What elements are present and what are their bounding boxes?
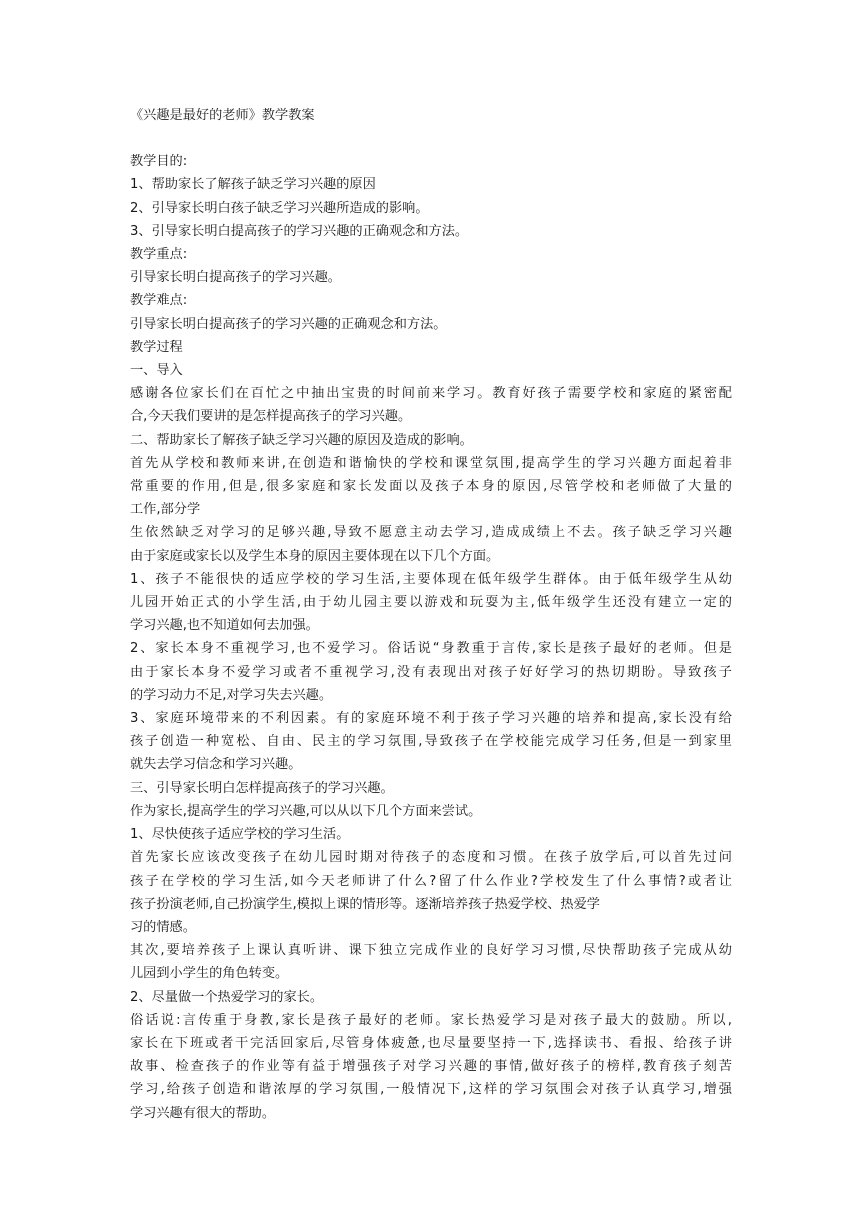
text-line: 教学过程: [130, 339, 183, 355]
text-line: 工作,部分学: [130, 502, 201, 518]
document-body: [130, 150, 732, 1125]
text-line: 2、引导家长明白孩子缺乏学习兴趣所造成的影响。: [130, 200, 429, 216]
text-line: 由于家庭或家长以及学生本身的原因主要体现在以下几个方面。: [130, 548, 500, 564]
text-line: 一、导入: [130, 363, 183, 379]
text-line: 学习兴趣,也不知道如何去加强。: [130, 618, 319, 634]
text-line: 习的情感。: [130, 919, 196, 935]
text-line: 2、家长本身不重视学习,也不爱学习。俗话说“身教重于言传,家长是孩子最好的老师。但是: [130, 641, 732, 657]
text-line: 孩子创造一种宽松、自由、民主的学习氛围,导致孩子在学校能完成学习任务,但是一到家里: [130, 734, 732, 750]
text-line: 的学习动力不足,对学习失去兴趣。: [130, 687, 333, 703]
text-line: 三、引导家长明白怎样提高孩子的学习兴趣。: [130, 780, 394, 796]
text-line: 1、尽快使孩子适应学校的学习生活。: [130, 827, 350, 843]
text-line: 儿园到小学生的角色转变。: [130, 966, 289, 982]
text-line: 学习兴趣有很大的帮助。: [130, 1105, 276, 1121]
text-line: 首先家长应该改变孩子在幼儿园时期对待孩子的态度和习惯。在孩子放学后,可以首先过问: [130, 850, 732, 866]
text-line: 常重要的作用,但是,很多家庭和家长发面以及孩子本身的原因,尽管学校和老师做了大量的: [130, 479, 732, 495]
text-line: 二、帮助家长了解孩子缺乏学习兴趣的原因及造成的影响。: [130, 432, 473, 448]
text-line: 首先从学校和教师来讲,在创造和谐愉快的学校和课堂氛围,提高学生的学习兴趣方面起着非: [130, 455, 732, 471]
text-line: 孩子扮演老师,自己扮演学生,模拟上课的情形等。逐渐培养孩子热爱学校、热爱学: [130, 896, 600, 912]
text-line: 孩子在学校的学习生活,如今天老师讲了什么?留了什么作业?学校发生了什么事情?或者让: [130, 873, 732, 889]
text-line: 由于家长本身不爱学习或者不重视学习,没有表现出对孩子好好学习的热切期盼。导致孩子: [130, 664, 732, 680]
text-line: 其次,要培养孩子上课认真听讲、课下独立完成作业的良好学习习惯,尽快帮助孩子完成从幼: [130, 943, 732, 959]
text-line: 感谢各位家长们在百忙之中抽出宝贵的时间前来学习。教育好孩子需要学校和家庭的紧密配: [130, 386, 732, 402]
text-line: 2、尽量做一个热爱学习的家长。: [130, 989, 324, 1005]
text-line: 3、家庭环境带来的不利因素。有的家庭环境不利于孩子学习兴趣的培养和提高,家长没有给: [130, 711, 732, 727]
text-line: 故事、检查孩子的作业等有益于增强孩子对学习兴趣的事情,做好孩子的榜样,教育孩子刻苦: [130, 1059, 732, 1075]
text-line: 1、帮助家长了解孩子缺乏学习兴趣的原因: [130, 177, 376, 193]
text-line: 合,今天我们要讲的是怎样提高孩子的学习兴趣。: [130, 409, 412, 425]
text-line: 教学难点:: [130, 293, 188, 309]
text-line: 3、引导家长明白提高孩子的学习兴趣的正确观念和方法。: [130, 223, 469, 239]
text-line: 就失去学习信念和学习兴趣。: [130, 757, 302, 773]
text-line: 家长在下班或者干完活回家后,尽管身体疲惫,也尽量要坚持一下,选择读书、看报、给孩子讲: [130, 1035, 732, 1051]
text-line: 学习,给孩子创造和谐浓厚的学习氛围,一般情况下,这样的学习氛围会对孩子认真学习,增强: [130, 1082, 732, 1098]
text-line: 俗话说:言传重于身教,家长是孩子最好的老师。家长热爱学习是对孩子最大的鼓励。所以,: [130, 1012, 732, 1028]
text-line: 教学目的:: [130, 154, 188, 170]
text-line: 引导家长明白提高孩子的学习兴趣。: [130, 270, 341, 286]
document-page: [130, 104, 732, 1125]
text-line: 生依然缺乏对学习的足够兴趣,导致不愿意主动去学习,造成成绩上不去。孩子缺乏学习兴趣: [130, 525, 732, 541]
document-title: 《兴趣是最好的老师》教学教案: [130, 108, 315, 123]
text-line: 作为家长,提高学生的学习兴趣,可以从以下几个方面来尝试。: [130, 803, 482, 819]
text-line: 儿园开始正式的小学生活,由于幼儿园主要以游戏和玩耍为主,低年级学生还没有建立一定的: [130, 595, 732, 611]
text-line: 1、孩子不能很快的适应学校的学习生活,主要体现在低年级学生群体。由于低年级学生从幼: [130, 571, 732, 587]
text-line: 教学重点:: [130, 247, 188, 263]
text-line: 引导家长明白提高孩子的学习兴趣的正确观念和方法。: [130, 316, 447, 332]
